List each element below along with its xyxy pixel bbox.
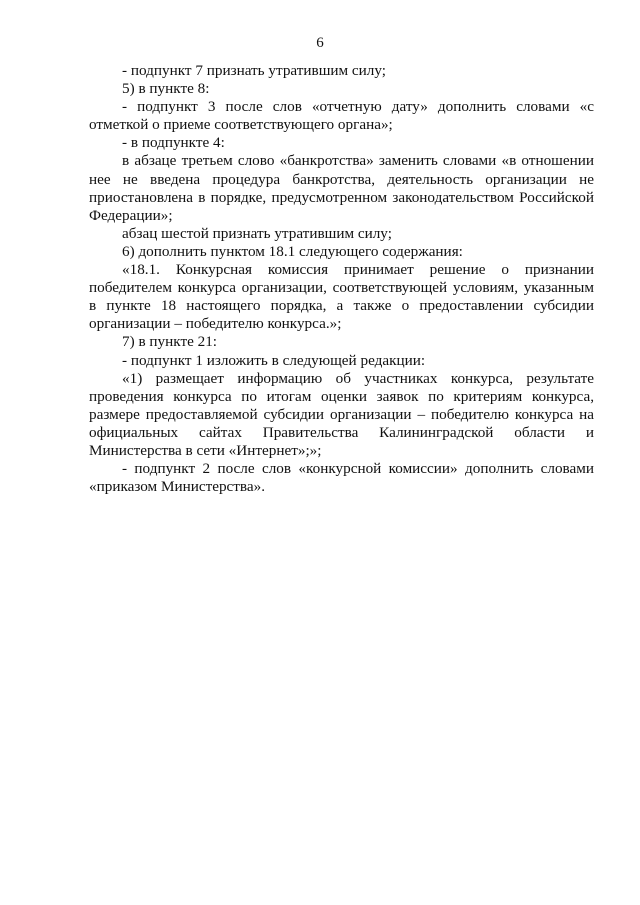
paragraph-1: - подпункт 7 признать утратившим силу; — [122, 62, 386, 79]
paragraph-9: 7) в пункте 21: — [122, 333, 218, 351]
paragraph-11: «1) размещает информацию об участниках конкурса, результате проведения конкурса по итогам оценки заявок по критериям конкурса, размере предоставляемой субсидии организации – победителю конкурса на официальных сайтах Правительства Калининградской области и Министерства в сети «Интернет»;»; — [89, 369, 594, 459]
paragraph-12: - подпункт 2 после слов «конкурсной комиссии» дополнить словами «приказом Министерства». — [89, 460, 594, 496]
paragraph-5: в абзаце третьем слово «банкротства» заменить словами «в отношении нее не введена процедура банкротства, деятельность организации не приостановлена в порядке, предусмотренном законодательством Российской Федерации»; — [89, 152, 594, 224]
paragraph-2: 5) в пункте 8: — [122, 80, 210, 98]
paragraph-3: - подпункт 3 после слов «отчетную дату» дополнить словами «с отметкой о приеме соответствующего органа»; — [89, 98, 594, 134]
page-number: 6 — [316, 35, 324, 51]
paragraph-10: - подпункт 1 изложить в следующей редакции: — [122, 351, 426, 369]
paragraph-6: абзац шестой признать утратившим силу; — [122, 224, 392, 242]
paragraph-7: 6) дополнить пунктом 18.1 следующего содержания: — [122, 242, 463, 260]
paragraph-8: «18.1. Конкурсная комиссия принимает решение о признании победителем конкурса организации, соответствующей условиям, указанным в пункте 18 настоящего порядка, а также о предоставлении субсидии организации – победителю конкурса.»; — [89, 261, 594, 333]
document-body — [89, 62, 594, 496]
paragraph-4: - в подпункте 4: — [122, 134, 225, 152]
